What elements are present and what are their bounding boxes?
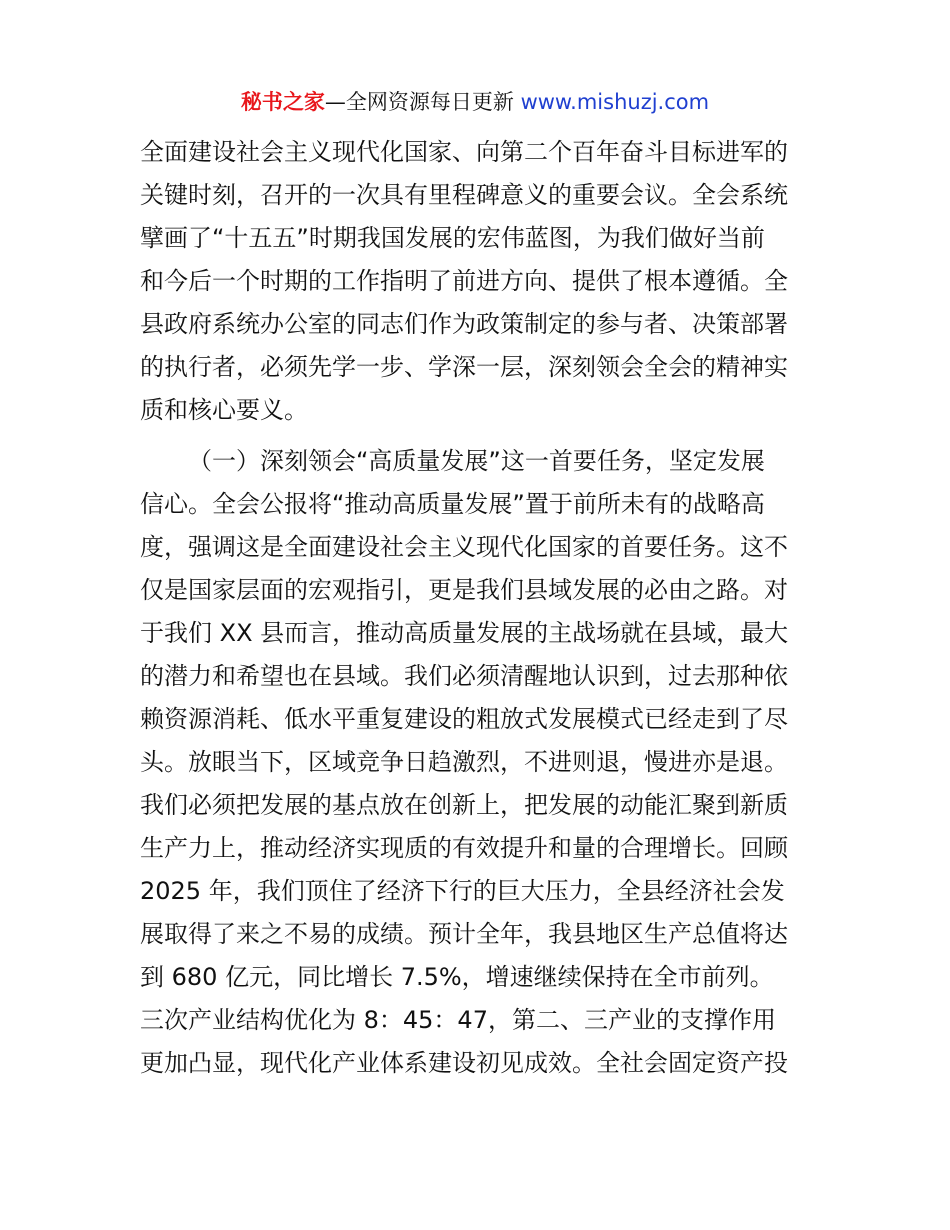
text-line: 度，强调这是全面建设社会主义现代化国家的首要任务。这不 — [140, 533, 788, 561]
website-url[interactable]: www.mishuzj.com — [520, 90, 710, 114]
text-line: 和今后一个时期的工作指明了前进方向、提供了根本遵循。全 — [140, 267, 788, 295]
text-line: 仅是国家层面的宏观指引，更是我们县域发展的必由之路。对 — [140, 576, 788, 604]
text-line: 的执行者，必须先学一步、学深一层，深刻领会全会的精神实 — [140, 353, 788, 381]
text-line: 关键时刻，召开的一次具有里程碑意义的重要会议。全会系统 — [140, 181, 788, 209]
text-line: 赖资源消耗、低水平重复建设的粗放式发展模式已经走到了尽 — [140, 705, 788, 733]
text-line: 全面建设社会主义现代化国家、向第二个百年奋斗目标进军的 — [140, 138, 788, 166]
section-heading-line: （一）深刻领会“高质量发展”这一首要任务，坚定发展 — [188, 447, 765, 475]
text-line: 的潜力和希望也在县域。我们必须清醒地认识到，过去那种依 — [140, 662, 788, 690]
text-line: 县政府系统办公室的同志们作为政策制定的参与者、决策部署 — [140, 310, 788, 338]
text-line: 质和核心要义。 — [140, 396, 308, 424]
text-line: 于我们 XX 县而言，推动高质量发展的主战场就在县域，最大 — [140, 619, 789, 647]
text-line: 擘画了“十五五”时期我国发展的宏伟蓝图，为我们做好当前 — [140, 224, 765, 252]
header-slogan: —全网资源每日更新 — [324, 90, 514, 114]
paragraph-2 — [140, 440, 812, 1085]
text-line: 信心。全会公报将“推动高质量发展”置于前所未有的战略高 — [140, 490, 765, 518]
paragraph-1 — [140, 131, 812, 432]
text-line: 到 680 亿元，同比增长 7.5%，增速继续保持在全市前列。 — [140, 963, 774, 991]
text-line: 更加凸显，现代化产业体系建设初见成效。全社会固定资产投 — [140, 1049, 788, 1077]
text-line: 展取得了来之不易的成绩。预计全年，我县地区生产总值将达 — [140, 920, 788, 948]
document-body — [140, 131, 812, 1085]
brand-name: 秘书之家 — [240, 90, 325, 114]
text-line: 生产力上，推动经济实现质的有效提升和量的合理增长。回顾 — [140, 834, 788, 862]
page-header — [0, 86, 950, 118]
text-line: 2025 年，我们顶住了经济下行的巨大压力，全县经济社会发 — [140, 877, 785, 905]
text-line: 我们必须把发展的基点放在创新上，把发展的动能汇聚到新质 — [140, 791, 788, 819]
text-line: 头。放眼当下，区域竞争日趋激烈，不进则退，慢进亦是退。 — [140, 748, 788, 776]
text-line: 三次产业结构优化为 8：45：47，第二、三产业的支撑作用 — [140, 1006, 776, 1034]
